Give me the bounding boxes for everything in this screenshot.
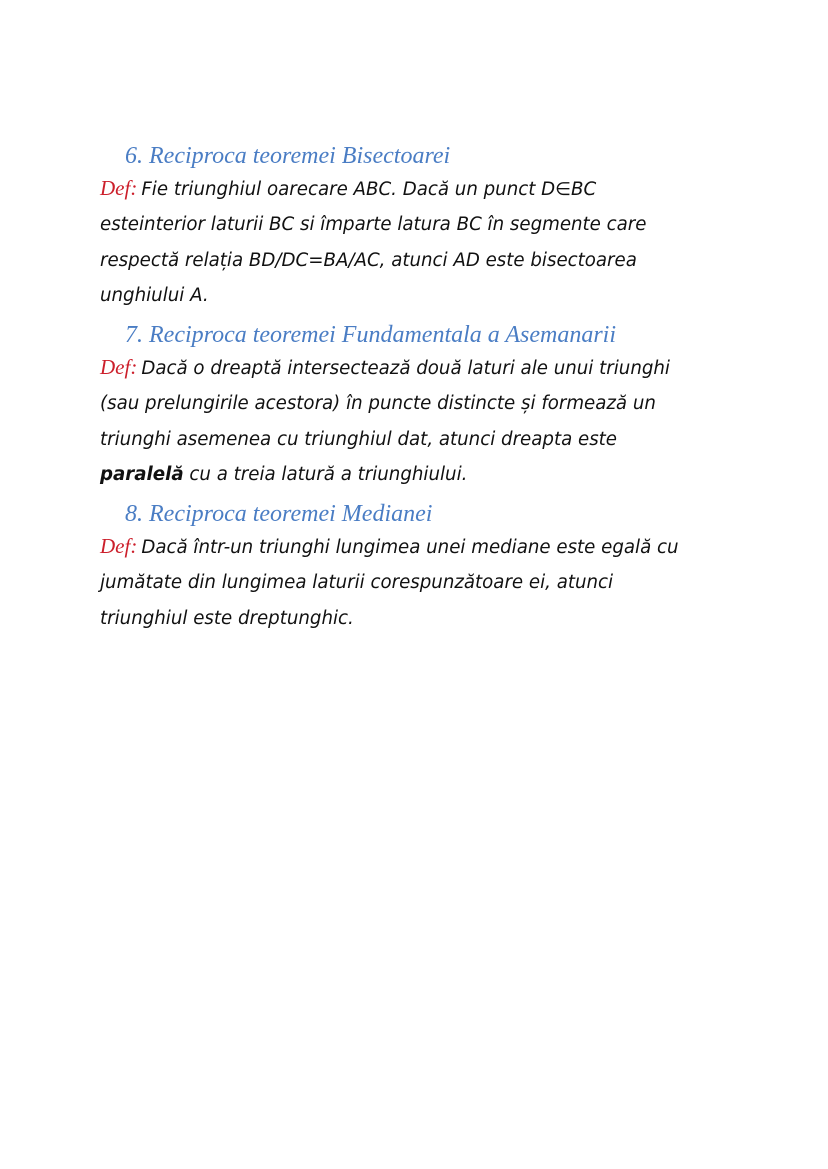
definition-line: esteinterior laturii BC si împarte latura BC în segmente care [100, 214, 647, 236]
definition-text: cu a treia latură a triunghiului. [189, 463, 468, 485]
section-heading: 6. Reciproca teoremei Bisectoarei [125, 143, 451, 169]
definition-text: Dacă într-un triunghi lungimea unei mediane este egală cu [141, 537, 679, 558]
definition-line [100, 529, 760, 565]
definition-paragraph [100, 350, 760, 492]
def-label: Def: [100, 176, 138, 200]
section-reciproca-medianei [100, 499, 760, 636]
definition-line: (sau prelungirile acestora) în puncte distincte și formează un [100, 393, 656, 415]
definition-text: Dacă o dreaptă intersectează două laturi ale unui triunghi [141, 358, 670, 379]
section-reciproca-bisectoarei [100, 141, 760, 313]
def-label: Def: [100, 355, 138, 379]
definition-line [100, 457, 760, 492]
definition-line: respectă relația BD/DC=BA/AC, atunci AD este bisectoarea [100, 249, 637, 271]
definition-line: triunghi asemenea cu triunghiul dat, atunci dreapta este [100, 428, 617, 450]
bold-term: paralelă [100, 463, 184, 485]
definition-paragraph [100, 171, 760, 313]
section-heading: 8. Reciproca teoremei Medianei [125, 501, 433, 527]
definition-line: triunghiul este dreptunghic. [100, 607, 354, 629]
definition-line: unghiului A. [100, 284, 209, 306]
section-heading: 7. Reciproca teoremei Fundamentala a Asemanarii [125, 322, 617, 348]
definition-text: Fie triunghiul oarecare ABC. Dacă un punct D∈BC [141, 179, 597, 200]
definition-line [100, 171, 760, 207]
definition-line: jumătate din lungimea laturii corespunzătoare ei, atunci [100, 572, 614, 594]
definition-paragraph [100, 529, 760, 636]
def-label: Def: [100, 534, 138, 558]
section-reciproca-asemanarii [100, 320, 760, 492]
definition-line [100, 350, 760, 386]
